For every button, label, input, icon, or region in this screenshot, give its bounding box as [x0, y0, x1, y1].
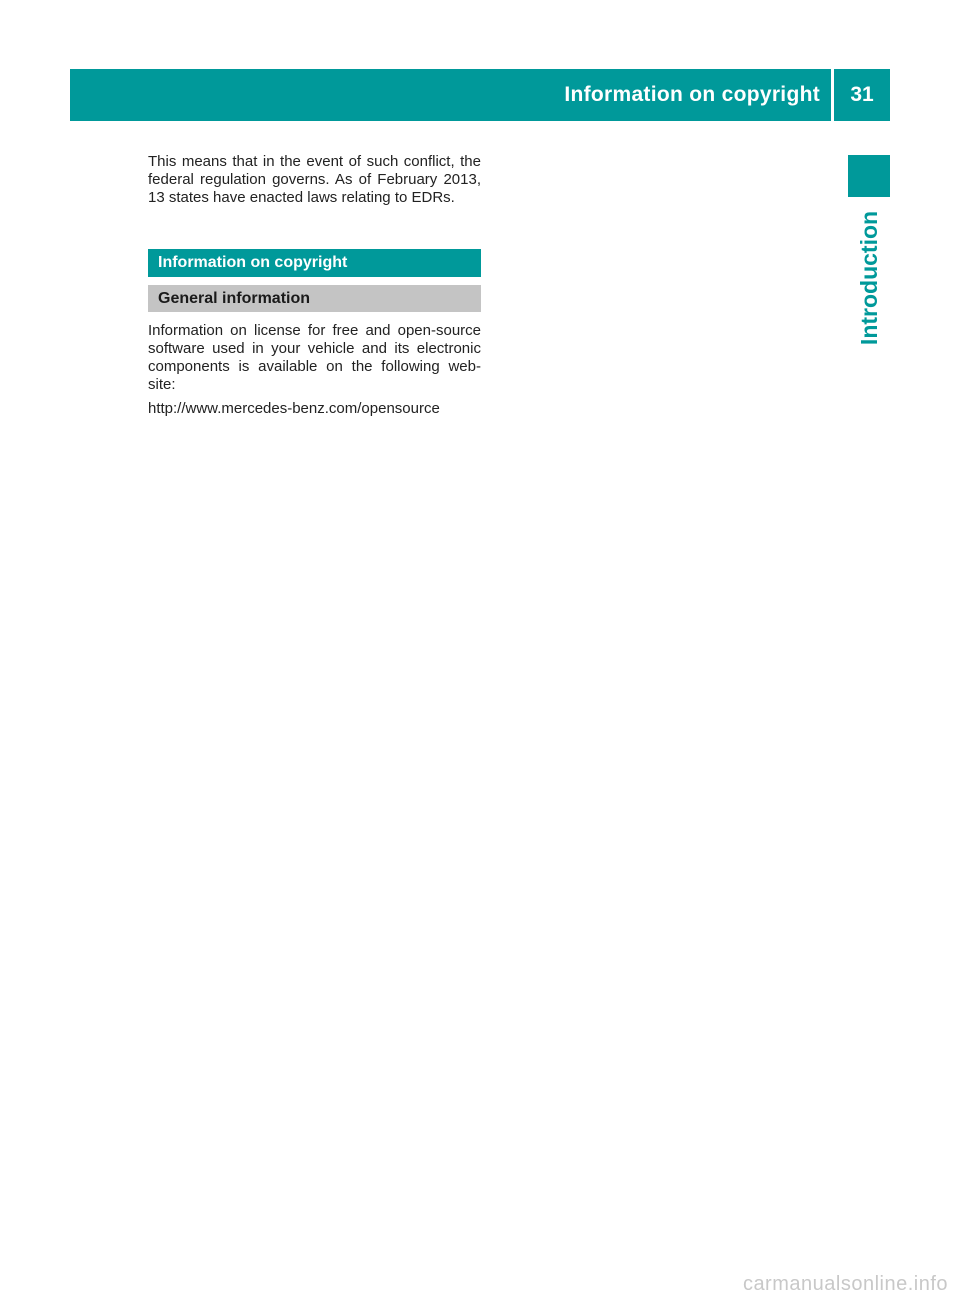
page-header-bar: [70, 69, 890, 121]
chapter-tab-marker: [848, 155, 890, 197]
page-number: 31: [850, 83, 874, 106]
main-content: [148, 153, 481, 418]
license-paragraph: Information on license for free and open-source software used in your vehicle and its electronic components is available on the following web- site:: [148, 322, 481, 393]
opensource-url[interactable]: http://www.mercedes-benz.com/opensource: [148, 400, 440, 417]
intro-paragraph: This means that in the event of such conflict, the federal regulation governs. As of February 2013, 13 states have enacted laws relating to EDRs.: [148, 153, 481, 206]
chapter-tab-label: Introduction: [856, 210, 882, 346]
sub-heading: General information: [148, 285, 481, 312]
section-heading: Information on copyright: [148, 249, 481, 277]
watermark: carmanualsonline.info: [742, 1273, 948, 1295]
header-title: Information on copyright: [564, 83, 820, 106]
